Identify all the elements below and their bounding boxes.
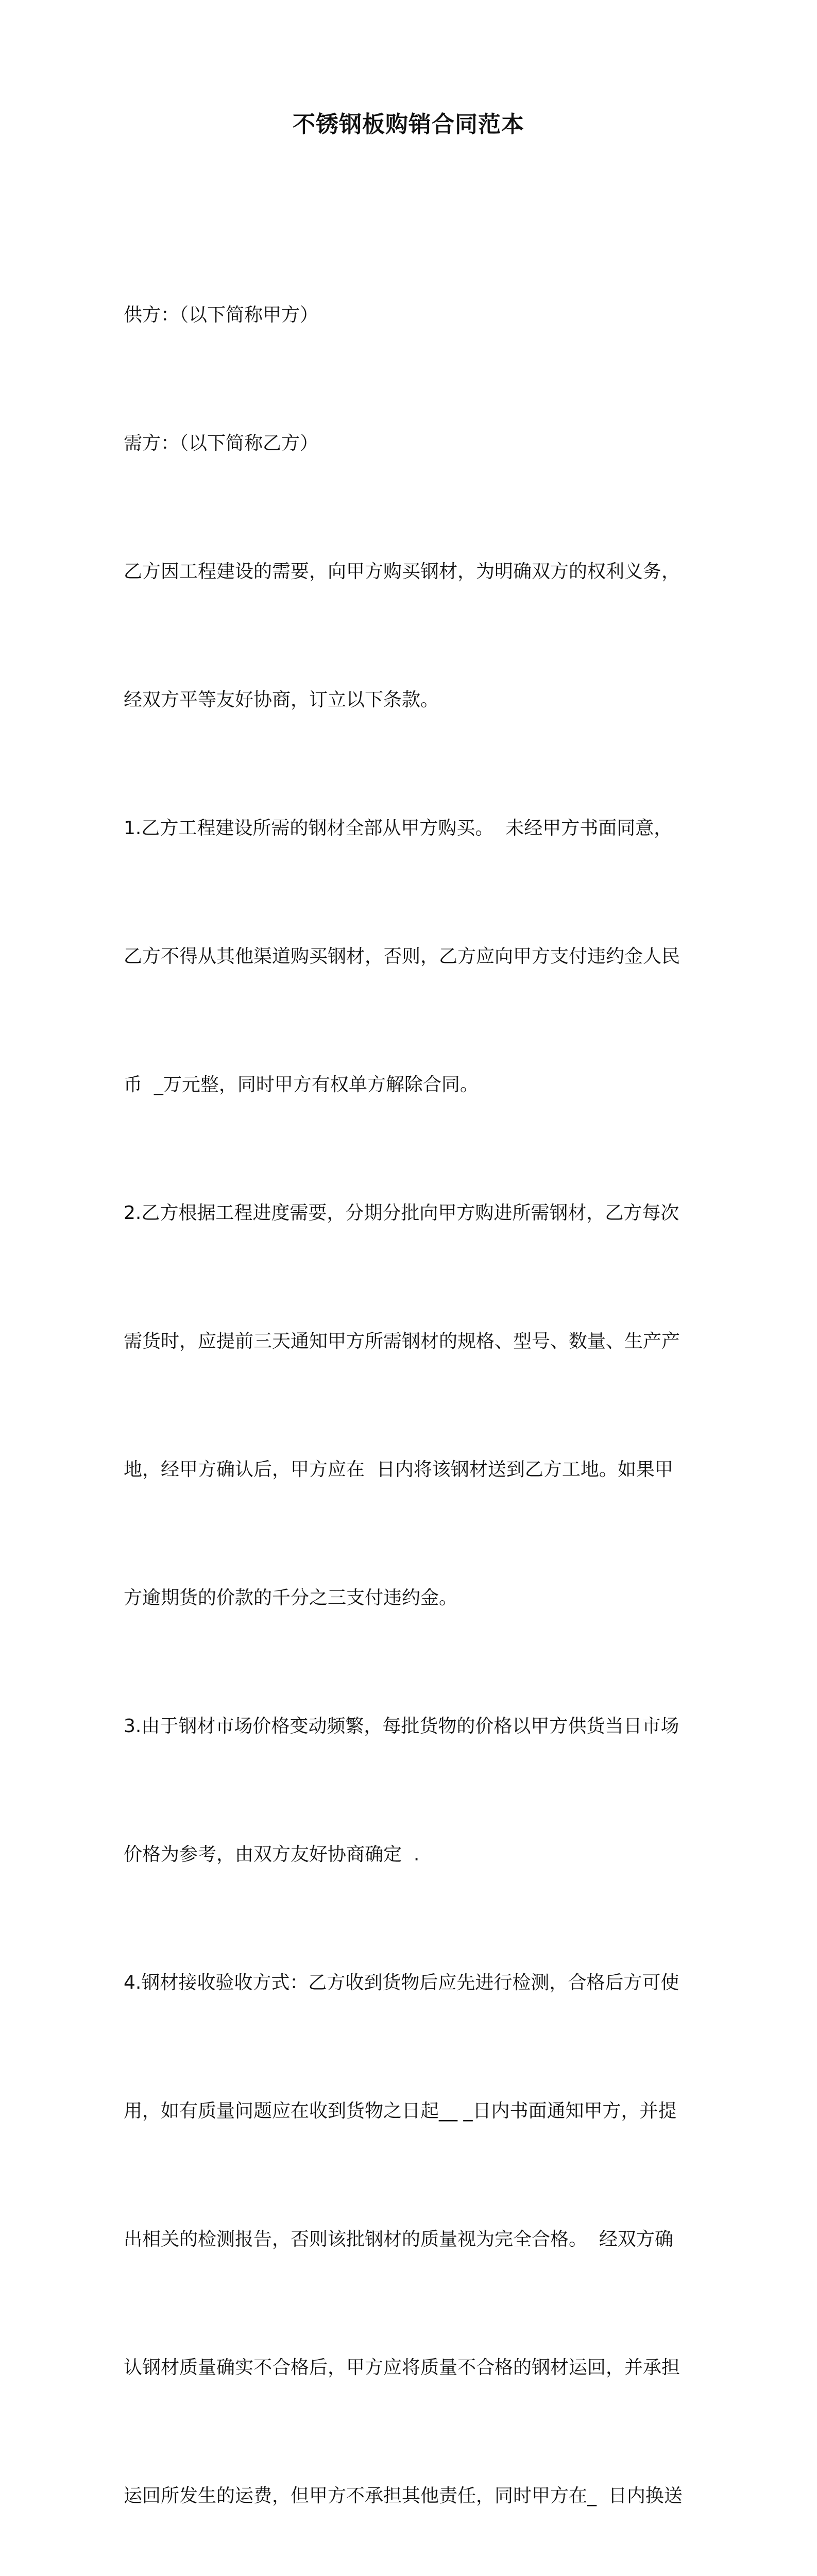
preamble-line: 乙方因工程建设的需要，向甲方购买钢材，为明确双方的权利义务， [124,561,680,582]
document-body [124,208,695,2576]
clause-2-line: 2.乙方根据工程进度需要，分期分批向甲方购进所需钢材，乙方每次 [124,1202,679,1224]
clause-3-line: 3.由于钢材市场价格变动频繁，每批货物的价格以甲方供货当日市场 [124,1716,679,1737]
clause-2-line: 地，经甲方确认后，甲方应在 日内将该钢材送到乙方工地。如果甲 [124,1459,673,1480]
buyer-line: 需方：（以下简称乙方） [124,433,319,454]
clause-4-line: 4.钢材接收验收方式：乙方收到货物后应先进行检测，合格后方可使 [124,1972,679,1993]
clause-4-line: 认钢材质量确实不合格后，甲方应将质量不合格的钢材运回，并承担 [124,2357,680,2378]
preamble-line: 经双方平等友好协商，订立以下条款。 [124,689,439,710]
clause-1-line: 1.乙方工程建设所需的钢材全部从甲方购买。 未经甲方书面同意， [124,818,673,839]
clause-2-line: 需货时，应提前三天通知甲方所需钢材的规格、型号、数量、生产产 [124,1331,680,1352]
document-title: 不锈钢板购销合同范本 [293,111,524,138]
clause-1-line: 乙方不得从其他渠道购买钢材，否则，乙方应向甲方支付违约金人民 [124,946,680,967]
clause-1-line: 币 _万元整，同时甲方有权单方解除合同。 [124,1074,479,1095]
clause-3-line: 价格为参考，由双方友好协商确定 . [124,1844,420,1865]
clause-4-line: 用，如有质量问题应在收到货物之日起__ _日内书面通知甲方，并提 [124,2100,677,2122]
supplier-line: 供方：（以下简称甲方） [124,304,319,326]
clause-4-line: 出相关的检测报告，否则该批钢材的质量视为完全合格。 经双方确 [124,2229,673,2250]
clause-2-line: 方逾期货的价款的千分之三支付违约金。 [124,1587,458,1608]
clause-4-line: 运回所发生的运费，但甲方不承担其他责任，同时甲方在_ 日内换送 [124,2485,683,2506]
